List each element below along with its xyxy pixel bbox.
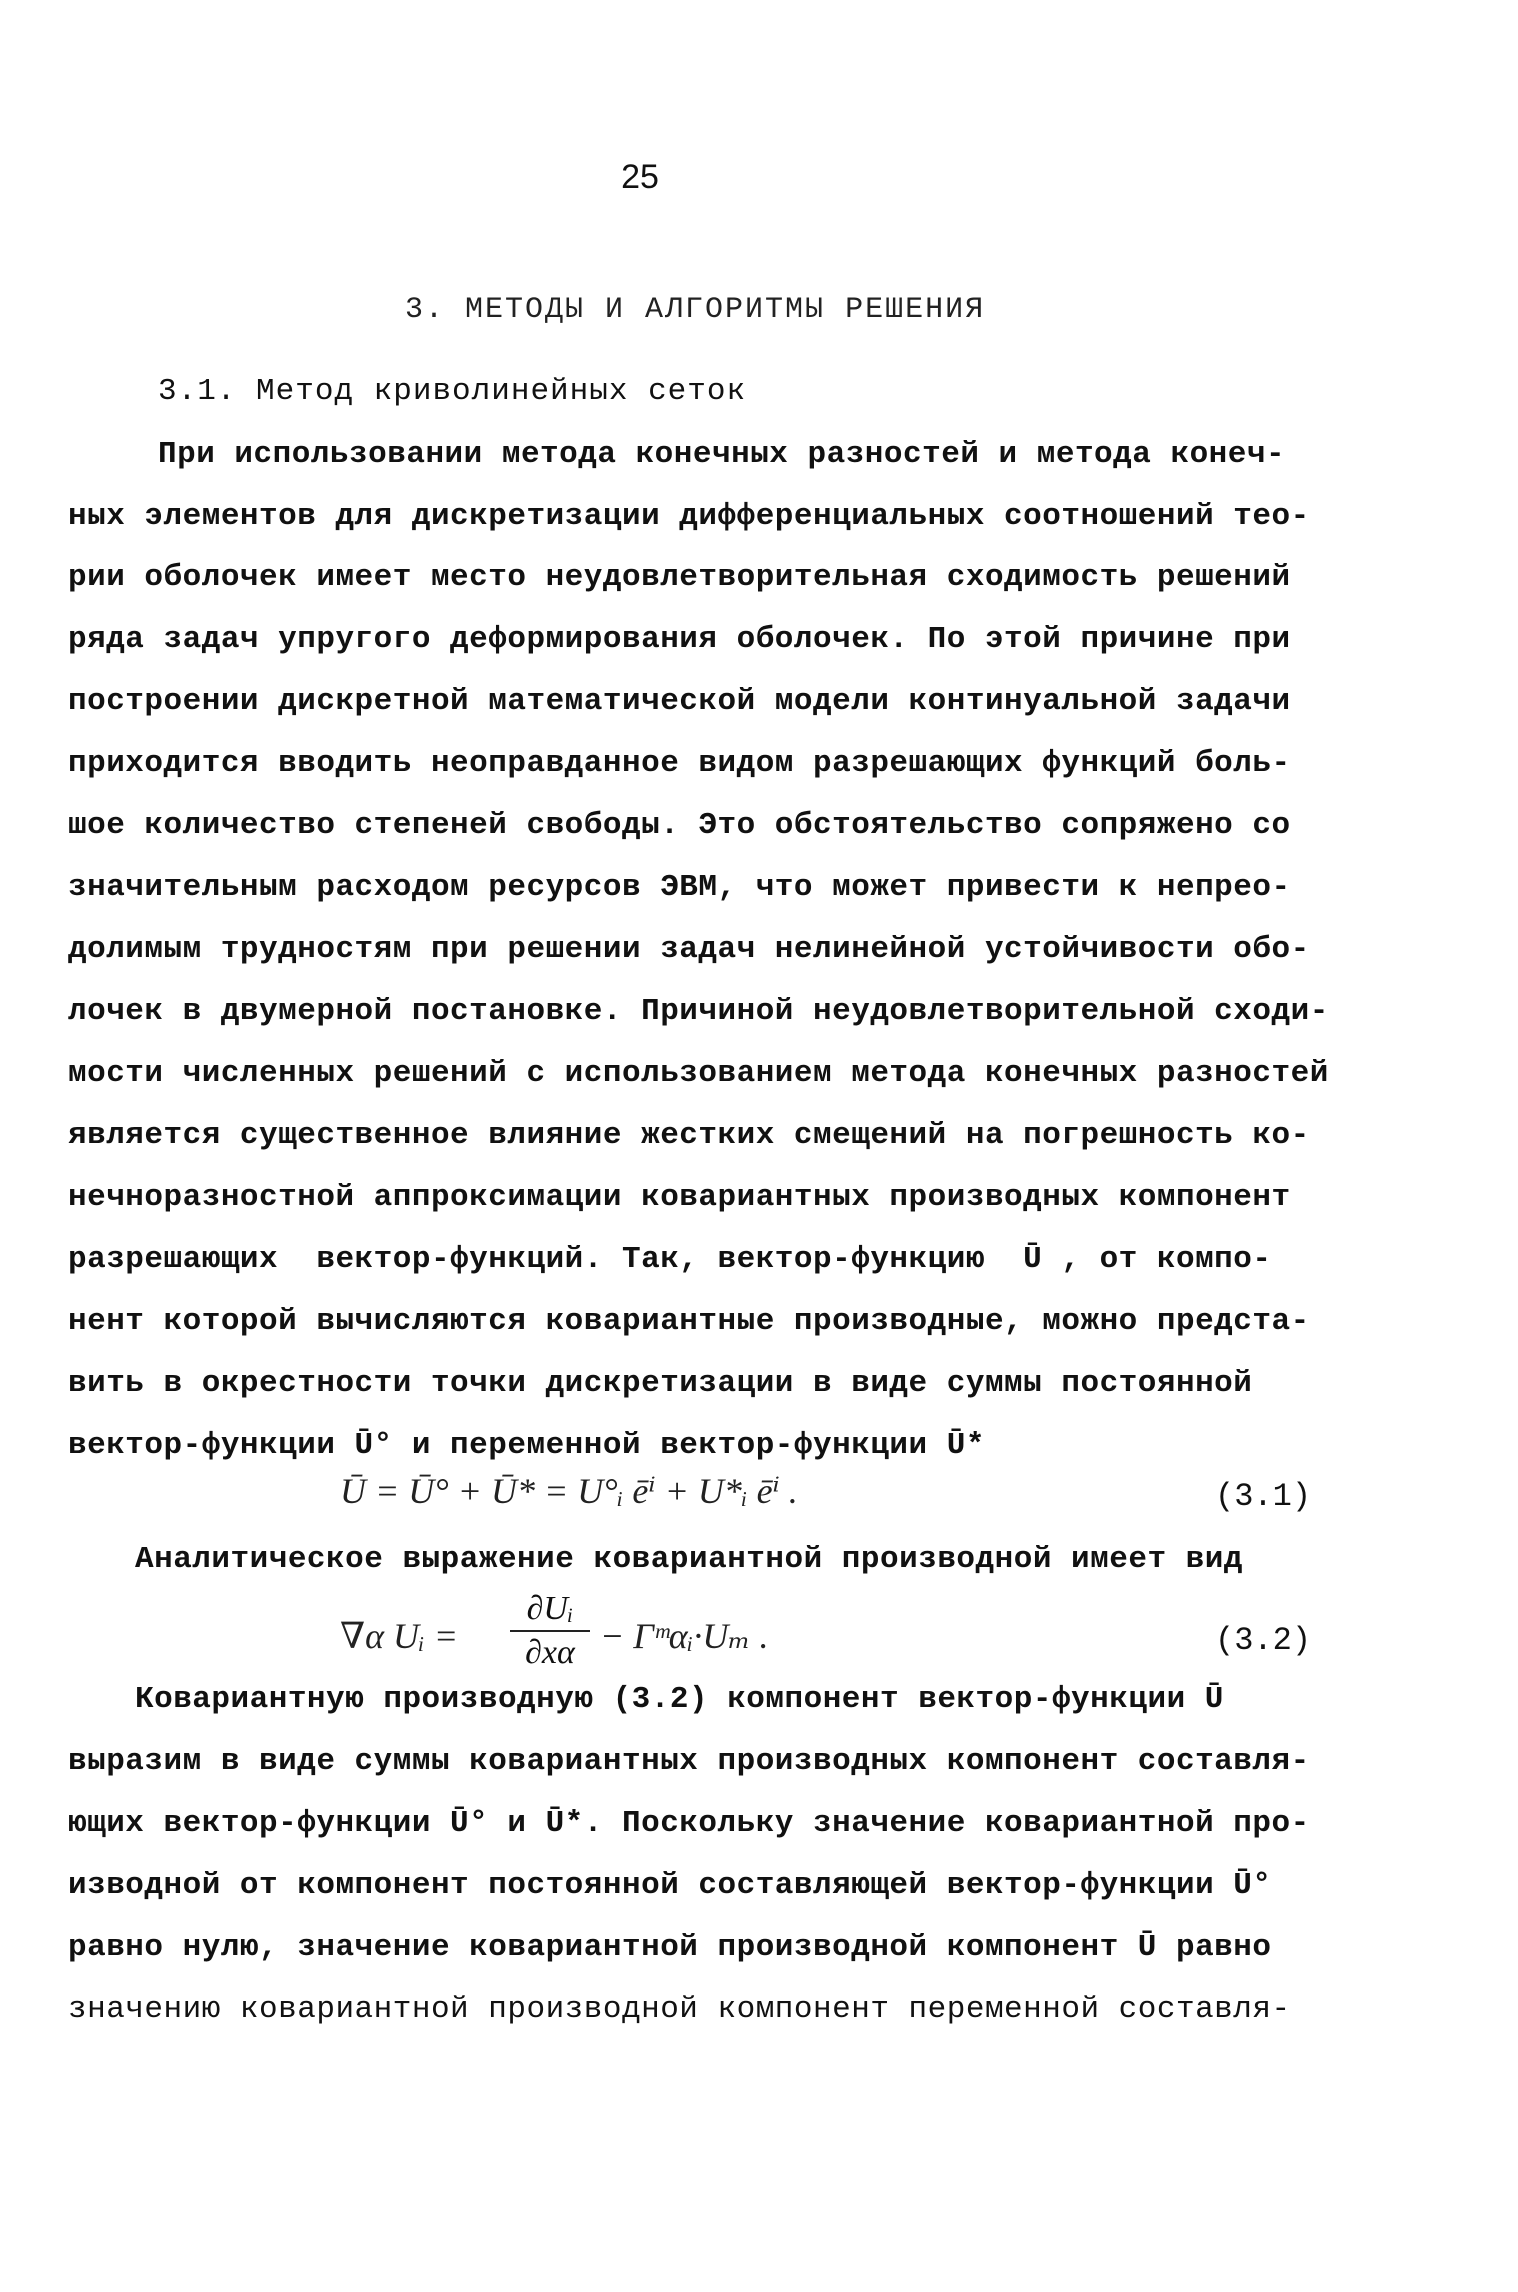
text-line: долимым трудностям при решении задач нелинейной устойчивости обо-: [68, 932, 1310, 967]
text-line: значительным расходом ресурсов ЭВМ, что может привести к непрео-: [68, 870, 1291, 905]
text-line: построении дискретной математической модели континуальной задачи: [68, 684, 1291, 719]
text-line: равно нулю, значение ковариантной производной компонент Ū равно: [68, 1930, 1272, 1965]
text-line: При использовании метода конечных разностей и метода конеч-: [158, 437, 1286, 472]
section-title: 3.1. Метод криволинейных сеток: [158, 374, 747, 409]
text-line: изводной от компонент постоянной составляющей вектор-функции Ū°: [68, 1868, 1272, 1903]
fraction-bar: [510, 1630, 590, 1632]
text-line: ных элементов для дискретизации дифференциальных соотношений тео-: [68, 499, 1310, 534]
fraction-denominator: ∂xα: [525, 1634, 575, 1671]
text-line: Ковариантную производную (3.2) компонент вектор-функции Ū: [135, 1682, 1224, 1717]
text-line: нент которой вычисляются ковариантные производные, можно предста-: [68, 1304, 1310, 1339]
formula-3-2-rhs: − Γᵐαᵢ·Uₘ .: [600, 1616, 769, 1656]
text-line: ющих вектор-функции Ū° и Ū*. Поскольку значение ковариантной про-: [68, 1806, 1310, 1841]
text-line: лочек в двумерной постановке. Причиной неудовлетворительной сходи-: [68, 994, 1329, 1029]
formula-3-2-lhs: ∇α Uᵢ =: [340, 1616, 459, 1656]
fraction-numerator: ∂Uᵢ: [526, 1590, 574, 1627]
text-line: значению ковариантной производной компонент переменной составля-: [68, 1992, 1291, 2027]
text-line: рии оболочек имеет место неудовлетворительная сходимость решений: [68, 560, 1291, 595]
text-line: вектор-функции Ū° и переменной вектор-функции Ū*: [68, 1428, 985, 1463]
text-line: Аналитическое выражение ковариантной производной имеет вид: [135, 1542, 1243, 1577]
text-line: приходится вводить неоправданное видом разрешающих функций боль-: [68, 746, 1291, 781]
chapter-title: 3. МЕТОДЫ И АЛГОРИТМЫ РЕШЕНИЯ: [405, 293, 986, 327]
page-number: 25: [621, 158, 659, 196]
text-line: вить в окрестности точки дискретизации в виде суммы постоянной: [68, 1366, 1253, 1401]
text-line: мости численных решений с использованием метода конечных разностей: [68, 1056, 1329, 1091]
text-line: разрешающих вектор-функций. Так, вектор-функцию Ū , от компо-: [68, 1242, 1272, 1277]
text-line: нечноразностной аппроксимации ковариантных производных компонент: [68, 1180, 1291, 1215]
formula-3-1: Ū = Ū° + Ū* = U°ᵢ ēⁱ + U*ᵢ ēⁱ .: [340, 1471, 798, 1511]
text-line: шое количество степеней свободы. Это обстоятельство сопряжено со: [68, 808, 1291, 843]
text-line: ряда задач упругого деформирования оболочек. По этой причине при: [68, 622, 1291, 657]
equation-number: (3.1): [1215, 1478, 1312, 1515]
formula-3-2-fraction: [510, 1590, 590, 1672]
equation-number: (3.2): [1215, 1622, 1312, 1659]
text-line: является существенное влияние жестких смещений на погрешность ко-: [68, 1118, 1310, 1153]
text-line: выразим в виде суммы ковариантных производных компонент составля-: [68, 1744, 1310, 1779]
